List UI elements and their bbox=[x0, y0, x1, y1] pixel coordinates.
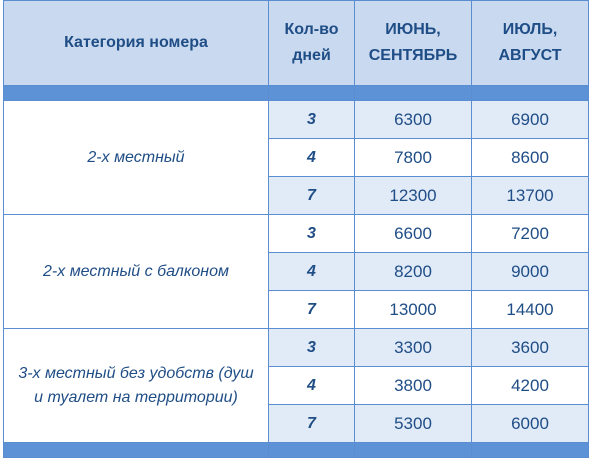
price-period2: 6000 bbox=[472, 405, 589, 443]
price-period2: 14400 bbox=[472, 291, 589, 329]
price-period2: 7200 bbox=[472, 215, 589, 253]
header-period1-line1: ИЮНЬ, bbox=[385, 21, 441, 38]
table-row bbox=[4, 101, 589, 139]
price-period1: 6300 bbox=[355, 101, 472, 139]
price-period2: 8600 bbox=[472, 139, 589, 177]
days-cell: 3 bbox=[269, 101, 355, 139]
days-cell: 4 bbox=[269, 367, 355, 405]
price-period2: 9000 bbox=[472, 253, 589, 291]
price-period1: 6600 bbox=[355, 215, 472, 253]
price-period2: 3600 bbox=[472, 329, 589, 367]
footer-divider-band bbox=[4, 443, 589, 458]
category-cell bbox=[4, 215, 269, 329]
price-period1: 7800 bbox=[355, 139, 472, 177]
category-label: 2-х местный с балконом bbox=[43, 262, 229, 280]
header-period1 bbox=[355, 1, 472, 86]
days-cell: 7 bbox=[269, 177, 355, 215]
header-days bbox=[269, 1, 355, 86]
band-cell bbox=[472, 443, 589, 458]
header-category bbox=[4, 1, 269, 86]
days-cell: 3 bbox=[269, 215, 355, 253]
price-period1: 12300 bbox=[355, 177, 472, 215]
band-cell bbox=[355, 443, 472, 458]
days-cell: 4 bbox=[269, 139, 355, 177]
header-period2 bbox=[472, 1, 589, 86]
price-period1: 13000 bbox=[355, 291, 472, 329]
days-cell: 4 bbox=[269, 253, 355, 291]
header-period2-line2: АВГУСТ bbox=[498, 47, 562, 64]
price-period1: 8200 bbox=[355, 253, 472, 291]
table-row bbox=[4, 329, 589, 367]
band-cell bbox=[472, 86, 589, 101]
header-days-line1: Кол-во bbox=[284, 21, 339, 38]
price-period1: 3300 bbox=[355, 329, 472, 367]
band-cell bbox=[269, 86, 355, 101]
price-table bbox=[3, 0, 589, 458]
band-cell bbox=[4, 86, 269, 101]
category-cell bbox=[4, 101, 269, 215]
band-cell bbox=[269, 443, 355, 458]
category-cell bbox=[4, 329, 269, 443]
category-label: 2-х местный bbox=[87, 148, 185, 166]
header-category-text: Категория номера bbox=[64, 34, 208, 51]
price-period1: 3800 bbox=[355, 367, 472, 405]
band-cell bbox=[4, 443, 269, 458]
days-cell: 7 bbox=[269, 405, 355, 443]
header-row bbox=[4, 1, 589, 86]
price-period2: 13700 bbox=[472, 177, 589, 215]
header-period2-line1: ИЮЛЬ, bbox=[502, 21, 558, 38]
days-cell: 7 bbox=[269, 291, 355, 329]
price-period1: 5300 bbox=[355, 405, 472, 443]
header-period1-line2: СЕНТЯБРЬ bbox=[368, 47, 458, 64]
header-divider-band bbox=[4, 86, 589, 101]
days-cell: 3 bbox=[269, 329, 355, 367]
category-label-line2: и туалет на территории) bbox=[34, 388, 238, 406]
price-period2: 4200 bbox=[472, 367, 589, 405]
table-row bbox=[4, 215, 589, 253]
header-days-line2: дней bbox=[292, 47, 331, 64]
price-period2: 6900 bbox=[472, 101, 589, 139]
band-cell bbox=[355, 86, 472, 101]
category-label-line1: 3-х местный без удобств (душ bbox=[18, 364, 254, 382]
